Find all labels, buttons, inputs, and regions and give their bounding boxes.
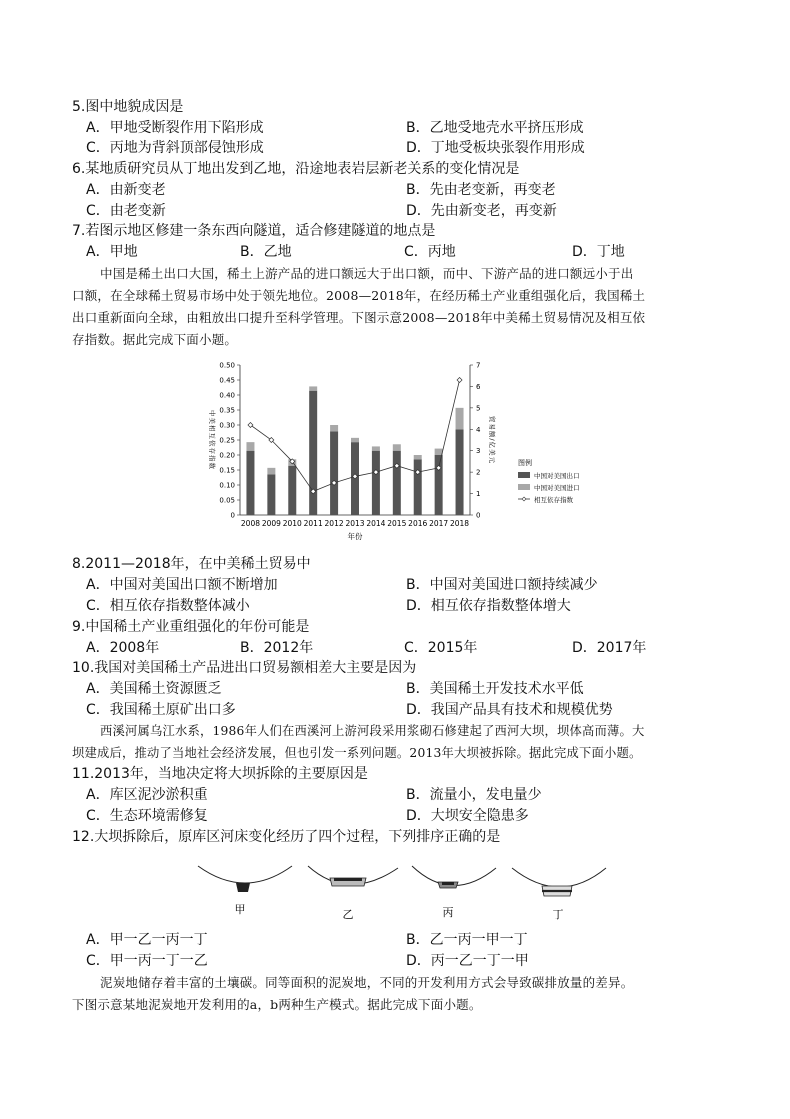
bar-export (267, 474, 275, 515)
question-8-option-a[interactable]: A．中国对美国出口额不断增加 (86, 577, 278, 593)
question-12-option-c[interactable]: C．甲一丙一丁一乙 (86, 953, 208, 969)
bar-export (246, 451, 254, 515)
question-7-option-a[interactable]: A．甲地 (86, 244, 138, 260)
legend-label-import: 中国对美国进口 (534, 484, 580, 492)
bar-import (372, 446, 380, 450)
question-10-option-c[interactable]: C．我国稀土原矿出口多 (86, 702, 236, 718)
question-5-option-c[interactable]: C．丙地为背斜顶部侵蚀形成 (86, 140, 264, 156)
x-axis-title: 年份 (347, 532, 363, 541)
question-10-option-d[interactable]: D．我国产品具有技术和规模优势 (406, 702, 613, 718)
question-10-stem: 10.我国对美国稀土产品进出口贸易额相差大主要是因为 (72, 660, 417, 676)
left-tick-label: 0.50 (219, 361, 235, 370)
question-11-option-d[interactable]: D．大坝安全隐患多 (406, 808, 529, 824)
left-tick-label: 0.40 (219, 391, 235, 400)
bar-export (330, 431, 338, 515)
riverbed-diagram-bing (412, 866, 496, 919)
bar-export (393, 451, 401, 515)
bar-export (414, 459, 422, 515)
bar-import (246, 442, 254, 451)
bar-import (309, 386, 317, 390)
bar-export (435, 455, 443, 515)
question-11-stem: 11.2013年，当地决定将大坝拆除的主要原因是 (72, 766, 368, 782)
bar-export (372, 451, 380, 515)
label-bing: 丙 (442, 906, 454, 919)
question-7-option-d[interactable]: D．丁地 (572, 244, 625, 260)
passage-1-line-2: 口额，在全球稀土贸易市场中处于领先地位。2008—2018年，在经历稀土产业重组强化后，我国稀土 (72, 288, 646, 303)
question-5-option-d[interactable]: D．丁地受板块张裂作用形成 (406, 140, 585, 156)
passage-1-line-1: 中国是稀土出口大国，稀土上游产品的进口额远大于出口额，而中、下游产品的进口额远小于出 (100, 266, 634, 281)
question-9-option-d[interactable]: D．2017年 (572, 640, 647, 656)
left-tick-label: 0.35 (219, 406, 235, 415)
x-tick-label: 2015 (387, 519, 407, 528)
x-tick-label: 2012 (324, 519, 344, 528)
bar-import (435, 449, 443, 455)
left-tick-label: 0.45 (219, 376, 235, 385)
left-tick-label: 0.15 (219, 466, 235, 475)
question-9-option-b[interactable]: B．2012年 (240, 640, 314, 656)
passage-2-line-2: 坝建成后，推动了当地社会经济发展，但也引发一系列问题。2013年大坝被拆除。据此完成下面小题。 (72, 746, 642, 760)
left-tick-label: 0.20 (219, 451, 235, 460)
question-11-option-a[interactable]: A．库区泥沙淤积重 (86, 787, 208, 803)
x-tick-label: 2016 (408, 519, 428, 528)
right-tick-label: 3 (476, 447, 481, 456)
question-6-option-a[interactable]: A．由新变老 (86, 182, 166, 198)
question-6-option-d[interactable]: D．先由新变老，再变新 (406, 203, 557, 219)
bar-import (393, 444, 401, 450)
question-9-option-a[interactable]: A．2008年 (86, 640, 160, 656)
question-8-option-b[interactable]: B．中国对美国进口额持续减少 (406, 577, 598, 593)
label-ding: 丁 (552, 908, 564, 920)
x-tick-label: 2009 (261, 519, 281, 528)
x-tick-label: 2011 (303, 519, 323, 528)
question-12-option-d[interactable]: D．丙一乙一丁一甲 (406, 953, 529, 969)
right-tick-label: 1 (476, 490, 481, 499)
riverbed-diagram-jia (198, 866, 292, 916)
riverbed-diagram-yi (308, 866, 398, 920)
question-5-stem: 5.图中地貌成因是 (72, 99, 184, 115)
right-tick-label: 2 (476, 468, 481, 477)
question-9-option-c[interactable]: C．2015年 (404, 640, 478, 656)
question-7-option-c[interactable]: C．丙地 (404, 244, 456, 260)
question-10-option-a[interactable]: A．美国稀土资源匮乏 (86, 681, 222, 697)
legend-swatch-export (518, 472, 530, 478)
question-5-option-a[interactable]: A．甲地受断裂作用下陷形成 (86, 120, 264, 136)
bar-export (456, 429, 464, 515)
question-11-option-c[interactable]: C．生态环境需修复 (86, 808, 208, 824)
question-11-option-b[interactable]: B．流量小，发电量少 (406, 787, 542, 803)
bar-export (288, 466, 296, 515)
bar-import (267, 468, 275, 474)
bar-import (414, 455, 422, 459)
question-7-stem: 7.若图示地区修建一条东西向隧道，适合修建隧道的地点是 (72, 223, 436, 239)
question-6-option-c[interactable]: C．由老变新 (86, 203, 166, 219)
riverbed-diagram-ding (512, 868, 606, 920)
passage-1-line-4: 存指数。据此完成下面小题。 (72, 332, 238, 347)
label-jia: 甲 (234, 903, 246, 916)
legend-label-export: 中国对美国出口 (534, 472, 580, 480)
passage-1-line-3: 出口重新面向全球，由粗放出口提升至科学管理。下图示意2008—2018年中美稀土贸易情况及相互依 (72, 310, 646, 325)
right-tick-label: 4 (476, 425, 481, 434)
bar-export (309, 391, 317, 515)
label-yi: 乙 (342, 908, 354, 920)
dependency-point (248, 423, 253, 428)
question-9-stem: 9.中国稀土产业重组强化的年份可能是 (72, 619, 310, 635)
x-tick-label: 2014 (366, 519, 386, 528)
passage-3-line-2: 下图示意某地泥炭地开发利用的a，b两种生产模式。据此完成下面小题。 (72, 997, 482, 1012)
left-tick-label: 0.10 (219, 481, 235, 490)
left-tick-label: 0.05 (219, 496, 235, 505)
question-12-option-a[interactable]: A．甲一乙一丙一丁 (86, 932, 208, 948)
legend-label-line: 相互依存指数 (534, 496, 573, 504)
x-tick-label: 2018 (449, 519, 470, 528)
bar-import (456, 408, 464, 429)
right-tick-label: 7 (476, 361, 481, 370)
x-tick-label: 2010 (282, 519, 302, 528)
dependency-point (457, 378, 462, 383)
question-8-option-d[interactable]: D．相互依存指数整体增大 (406, 598, 571, 614)
question-10-option-b[interactable]: B．美国稀土开发技术水平低 (406, 681, 584, 697)
left-tick-label: 0 (230, 511, 235, 520)
bar-import (330, 425, 338, 431)
question-7-option-b[interactable]: B．乙地 (240, 244, 292, 260)
x-tick-label: 2008 (240, 519, 261, 528)
x-tick-label: 2017 (429, 519, 449, 528)
legend-title: 图例 (518, 459, 532, 467)
question-8-option-c[interactable]: C．相互依存指数整体减小 (86, 598, 250, 614)
right-tick-label: 0 (476, 511, 481, 520)
passage-3-line-1: 泥炭地储存着丰富的土壤碳。同等面积的泥炭地，不同的开发利用方式会导致碳排放量的差异。 (100, 975, 634, 990)
right-tick-label: 6 (476, 382, 481, 391)
x-tick-label: 2013 (345, 519, 365, 528)
legend-swatch-point (522, 497, 526, 501)
left-tick-label: 0.25 (219, 436, 235, 445)
left-axis-title: 中美相互依存指数 (208, 410, 216, 470)
riverbed-diagrams (190, 858, 610, 920)
passage-2-line-1: 西溪河属乌江水系，1986年人们在西溪河上游河段采用浆砌石修建起了西河大坝，坝体高而薄。大 (100, 724, 645, 738)
bar-import (351, 438, 359, 442)
question-12-stem: 12.大坝拆除后，原库区河床变化经历了四个过程，下列排序正确的是 (72, 829, 501, 845)
legend-swatch-import (518, 484, 530, 490)
question-5-option-b[interactable]: B．乙地受地壳水平挤压形成 (406, 120, 584, 136)
rare-earth-trade-chart (200, 355, 620, 550)
left-tick-label: 0.30 (219, 421, 235, 430)
right-axis-title: 贸易额/亿美元 (488, 415, 496, 465)
question-6-option-b[interactable]: B．先由老变新，再变老 (406, 182, 556, 198)
question-6-stem: 6.某地质研究员从丁地出发到乙地，沿途地表岩层新老关系的变化情况是 (72, 161, 520, 177)
question-12-option-b[interactable]: B．乙一丙一甲一丁 (406, 932, 528, 948)
right-tick-label: 5 (476, 404, 481, 413)
question-8-stem: 8.2011—2018年，在中美稀土贸易中 (72, 556, 311, 572)
